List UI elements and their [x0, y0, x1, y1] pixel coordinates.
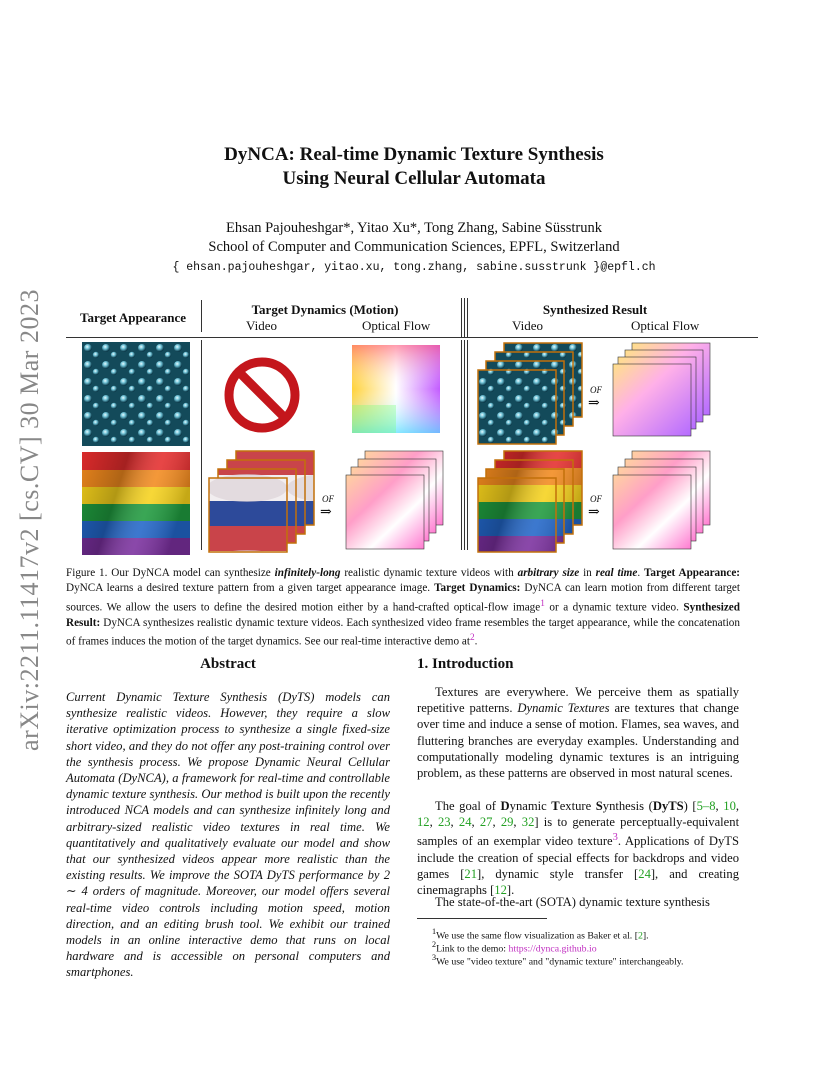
- citation-link[interactable]: 27: [479, 815, 493, 830]
- arrow-icon: ⇒: [320, 505, 332, 520]
- sub-video-result: Video: [512, 318, 543, 333]
- synth-flow-frames-flag: [612, 450, 712, 554]
- sub-video-dynamics: Video: [246, 318, 277, 333]
- citation-link[interactable]: 12: [417, 815, 430, 830]
- arrow-icon: ⇒: [588, 505, 600, 520]
- figure-divider: [467, 340, 468, 550]
- header-divider: [467, 298, 468, 338]
- citation-link[interactable]: 2: [637, 930, 643, 942]
- paper-title-line2: Using Neural Cellular Automata: [282, 168, 546, 189]
- intro-paragraph-3: The state-of-the-art (SOTA) dynamic texture synthesis: [435, 895, 710, 909]
- header-divider: [201, 300, 202, 332]
- intro-paragraph-2: The goal of Dynamic Texture Synthesis (DyTS) [5–8, 10, 12, 23, 24, 27, 29, 32] is to generate perceptually-equivalent samples of an exemplar video texture$^3$. Applications of DyTS include the creation of special effects for backdrops and video games [21], dynamic style transfer [24], and creating cinemagraphs [12].: [417, 799, 740, 898]
- sub-of-result: Optical Flow: [631, 318, 700, 333]
- arrow-icon: ⇒: [588, 396, 600, 411]
- citation-link[interactable]: 12: [494, 883, 507, 898]
- header-divider: [464, 298, 465, 338]
- footnote-1: $^1$We use the same flow visualization as Baker et al. [2].: [432, 927, 649, 942]
- col-target-appearance: Target Appearance: [80, 310, 187, 325]
- affiliation: School of Computer and Communication Sciences, EPFL, Switzerland: [208, 239, 620, 255]
- abstract-heading: Abstract: [200, 656, 256, 672]
- header-divider: [461, 298, 462, 338]
- citation-link[interactable]: 29: [500, 815, 514, 830]
- footnote-3: $^3$We use "video texture" and "dynamic texture" interchangeably.: [432, 953, 684, 968]
- of-arrow-label: OF: [590, 385, 602, 395]
- author-emails: { ehsan.pajouheshgar, yitao.xu, tong.zhang, sabine.susstrunk }@epfl.ch: [172, 261, 656, 274]
- intro-paragraph-1: Textures are everywhere. We perceive them as spatially repetitive patterns. Dynamic Textures are textures that change over time and induce a sense of motion. Flames, sea waves, and fluttering branches are everyday examples. Understanding and computationally modeling dynamic textures is an intriguing problem, as these patterns are observed in most natural scenes.: [417, 685, 739, 781]
- figure-divider: [461, 340, 462, 550]
- abstract-text: Current Dynamic Texture Synthesis (DyTS) models can synthesize realistic videos. However, they require a slow iterative optimization process to synthesize a single fixed-size short video, and they do not offer any post-training control over the synthesis process. We propose Dynamic Neural Cellular Automata (DyNCA), a framework for real-time and controllable dynamic texture synthesis. Our method is built upon the recently introduced NCA models and can synthesize infinitely long and arbitrary-sized realistic video textures in real time. We quantitatively and qualitatively evaluate our model and show that our synthesized videos appear more realistic than the existing results. We improve the SOTA DyTS performance by 2 ∼ 4 orders of magnitude. Moreover, our model offers several real-time video controls including motion speed, motion direction, and an editing brush tool. We exhibit our trained models in an online interactive demo that runs on local hardware and is accessible on personal computers and smartphones.: [66, 690, 390, 980]
- synth-flow-frames-drops: [612, 342, 712, 442]
- arxiv-id: arXiv:2211.11417v2 [cs.CV] 30 Mar 2023: [15, 289, 44, 751]
- citation-link[interactable]: 32: [521, 815, 535, 830]
- rainbow-flag-image: [82, 452, 190, 555]
- figure-divider: [201, 340, 202, 550]
- figure-caption: Figure 1. Our DyNCA model can synthesize infinitely-long realistic dynamic texture videos with arbitrary size in real time. Target Appearance: DyNCA learns a desired texture pattern from a given target appearance image. Target Dynamics: DyNCA can learn motion from different target sources. We allow the users to define the desired motion either by a hand-crafted optical-flow image$^1$ or a dynamic texture video. Synthesized Result: DyNCA synthesizes realistic dynamic texture videos. Each synthesized video frame resembles the target appearance, while the concatenation of frames induces the motion of the target dynamics. See our real-time interactive demo $at^2$.: [66, 567, 741, 648]
- citation-link[interactable]: 21: [464, 867, 477, 881]
- target-flow-frames-flag: [345, 450, 445, 554]
- figure-rule: [66, 337, 758, 338]
- target-video-frames-flag: [207, 450, 317, 555]
- citation-link[interactable]: 24: [638, 867, 651, 881]
- citation-link[interactable]: 24: [458, 815, 472, 830]
- citation-link[interactable]: 5–8: [696, 799, 716, 813]
- of-arrow-label: OF: [590, 494, 602, 504]
- paper-title-line1: DyNCA: Real-time Dynamic Texture Synthesis: [224, 144, 604, 165]
- water-drops-texture-image: [82, 342, 190, 446]
- author-list: Ehsan Pajouheshgar*, Yitao Xu*, Tong Zhang, Sabine Süsstrunk: [226, 220, 602, 236]
- col-target-dynamics: Target Dynamics (Motion): [251, 302, 399, 317]
- col-synth-result: Synthesized Result: [542, 302, 648, 317]
- intro-heading: 1. Introduction: [417, 656, 514, 672]
- optical-flow-target-image: [352, 345, 440, 433]
- citation-link[interactable]: 10: [723, 799, 736, 813]
- no-video-icon: [222, 355, 302, 435]
- figure-divider: [464, 340, 465, 550]
- sub-of-dynamics: Optical Flow: [362, 318, 431, 333]
- citation-link[interactable]: 23: [437, 815, 451, 830]
- footnote-rule: [417, 918, 547, 919]
- footnote-2: $^2$Link to the demo: https://dynca.github.io: [432, 940, 597, 955]
- demo-link[interactable]: https://dynca.github.io: [508, 943, 597, 955]
- synth-video-frames-flag: [477, 450, 585, 555]
- synth-video-frames-drops: [477, 342, 585, 450]
- arxiv-stamp: [14, 280, 46, 760]
- of-arrow-label: OF: [322, 494, 334, 504]
